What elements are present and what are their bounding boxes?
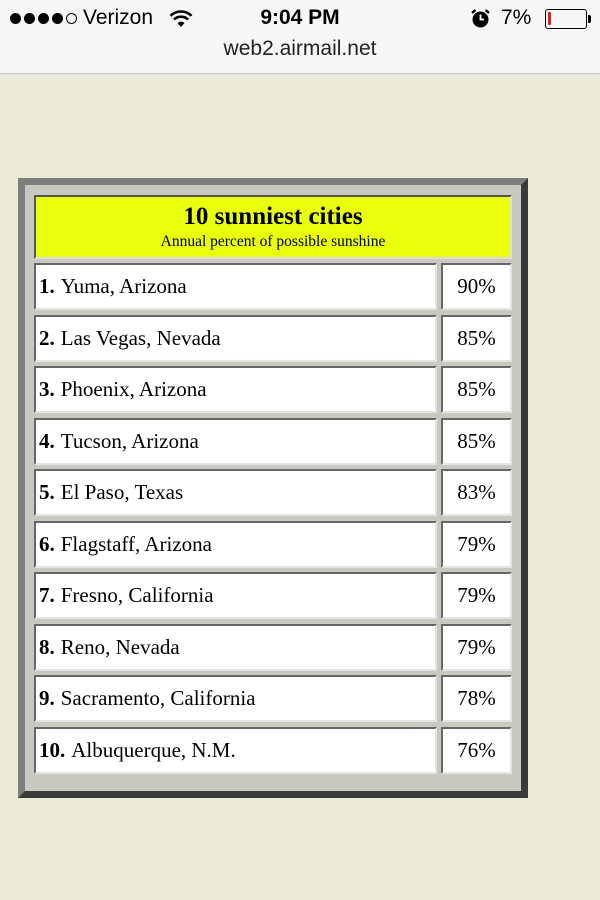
table-subtitle: Annual percent of possible sunshine xyxy=(160,233,386,250)
rank-label: 1. xyxy=(39,274,55,298)
rank-label: 9. xyxy=(39,686,55,710)
address-bar-url[interactable]: web2.airmail.net xyxy=(223,37,377,60)
sunshine-percent-cell xyxy=(441,263,512,310)
table-header-cell xyxy=(34,195,512,259)
carrier-name: Verizon xyxy=(83,6,154,29)
sunshine-percent-cell xyxy=(441,315,512,362)
rank-label: 8. xyxy=(39,634,55,659)
sunshine-percent: 79% xyxy=(457,531,496,556)
table-row xyxy=(34,570,514,622)
table-row xyxy=(34,519,514,571)
sunshine-percent-cell xyxy=(441,521,512,568)
table-row xyxy=(34,313,514,365)
city-name: Albuquerque, N.M. xyxy=(71,737,236,762)
city-name: El Paso, Texas xyxy=(60,480,184,504)
city-cell xyxy=(34,624,437,671)
sunshine-percent: 83% xyxy=(457,480,496,504)
sunshine-percent: 85% xyxy=(457,428,496,453)
city-cell xyxy=(34,263,437,310)
alarm-icon xyxy=(470,8,491,29)
city-name: Reno, Nevada xyxy=(60,634,180,659)
sunshine-percent: 78% xyxy=(457,686,496,710)
city-name: Phoenix, Arizona xyxy=(60,377,207,401)
table-row xyxy=(34,622,514,674)
city-name: Flagstaff, Arizona xyxy=(60,531,212,556)
table-row xyxy=(34,261,514,313)
city-cell xyxy=(34,675,437,722)
city-cell xyxy=(34,521,437,568)
city-name: Sacramento, California xyxy=(60,686,256,710)
table-rows xyxy=(34,261,514,776)
city-cell xyxy=(34,366,437,413)
table-row xyxy=(34,416,514,468)
sunshine-percent-cell xyxy=(441,418,512,465)
table-row xyxy=(34,467,514,519)
battery-terminal xyxy=(588,15,591,23)
sunshine-percent-cell xyxy=(441,572,512,619)
table-row xyxy=(34,725,514,777)
browser-top-bar xyxy=(0,0,600,74)
sunshine-percent: 79% xyxy=(457,634,496,659)
city-cell xyxy=(34,727,437,774)
sunshine-percent-cell xyxy=(441,624,512,671)
table-row xyxy=(34,673,514,725)
battery-icon xyxy=(545,9,587,29)
table-title: 10 sunniest cities xyxy=(183,203,363,230)
city-name: Yuma, Arizona xyxy=(60,274,187,298)
table-row xyxy=(34,364,514,416)
battery-percent: 7% xyxy=(501,6,532,29)
rank-label: 2. xyxy=(39,325,55,350)
sunshine-percent: 79% xyxy=(457,583,496,607)
sunshine-percent: 90% xyxy=(457,274,496,298)
sunshine-percent: 85% xyxy=(457,325,496,350)
sunshine-percent: 76% xyxy=(457,737,496,762)
sunshine-percent-cell xyxy=(441,469,512,516)
rank-label: 4. xyxy=(39,428,55,453)
sunshine-percent-cell xyxy=(441,675,512,722)
status-bar xyxy=(0,0,600,38)
status-time: 9:04 PM xyxy=(260,6,340,29)
rank-label: 10. xyxy=(39,737,66,762)
city-name: Tucson, Arizona xyxy=(60,428,199,453)
sunniest-cities-table xyxy=(18,178,528,798)
sunshine-percent: 85% xyxy=(457,377,496,401)
sunshine-percent-cell xyxy=(441,727,512,774)
city-name: Las Vegas, Nevada xyxy=(60,325,221,350)
city-cell xyxy=(34,418,437,465)
rank-label: 6. xyxy=(39,531,55,556)
city-cell xyxy=(34,315,437,362)
city-cell xyxy=(34,469,437,516)
city-cell xyxy=(34,572,437,619)
rank-label: 7. xyxy=(39,583,55,607)
battery-level-fill xyxy=(548,12,551,25)
rank-label: 3. xyxy=(39,377,55,401)
sunshine-percent-cell xyxy=(441,366,512,413)
city-name: Fresno, California xyxy=(60,583,214,607)
rank-label: 5. xyxy=(39,480,55,504)
